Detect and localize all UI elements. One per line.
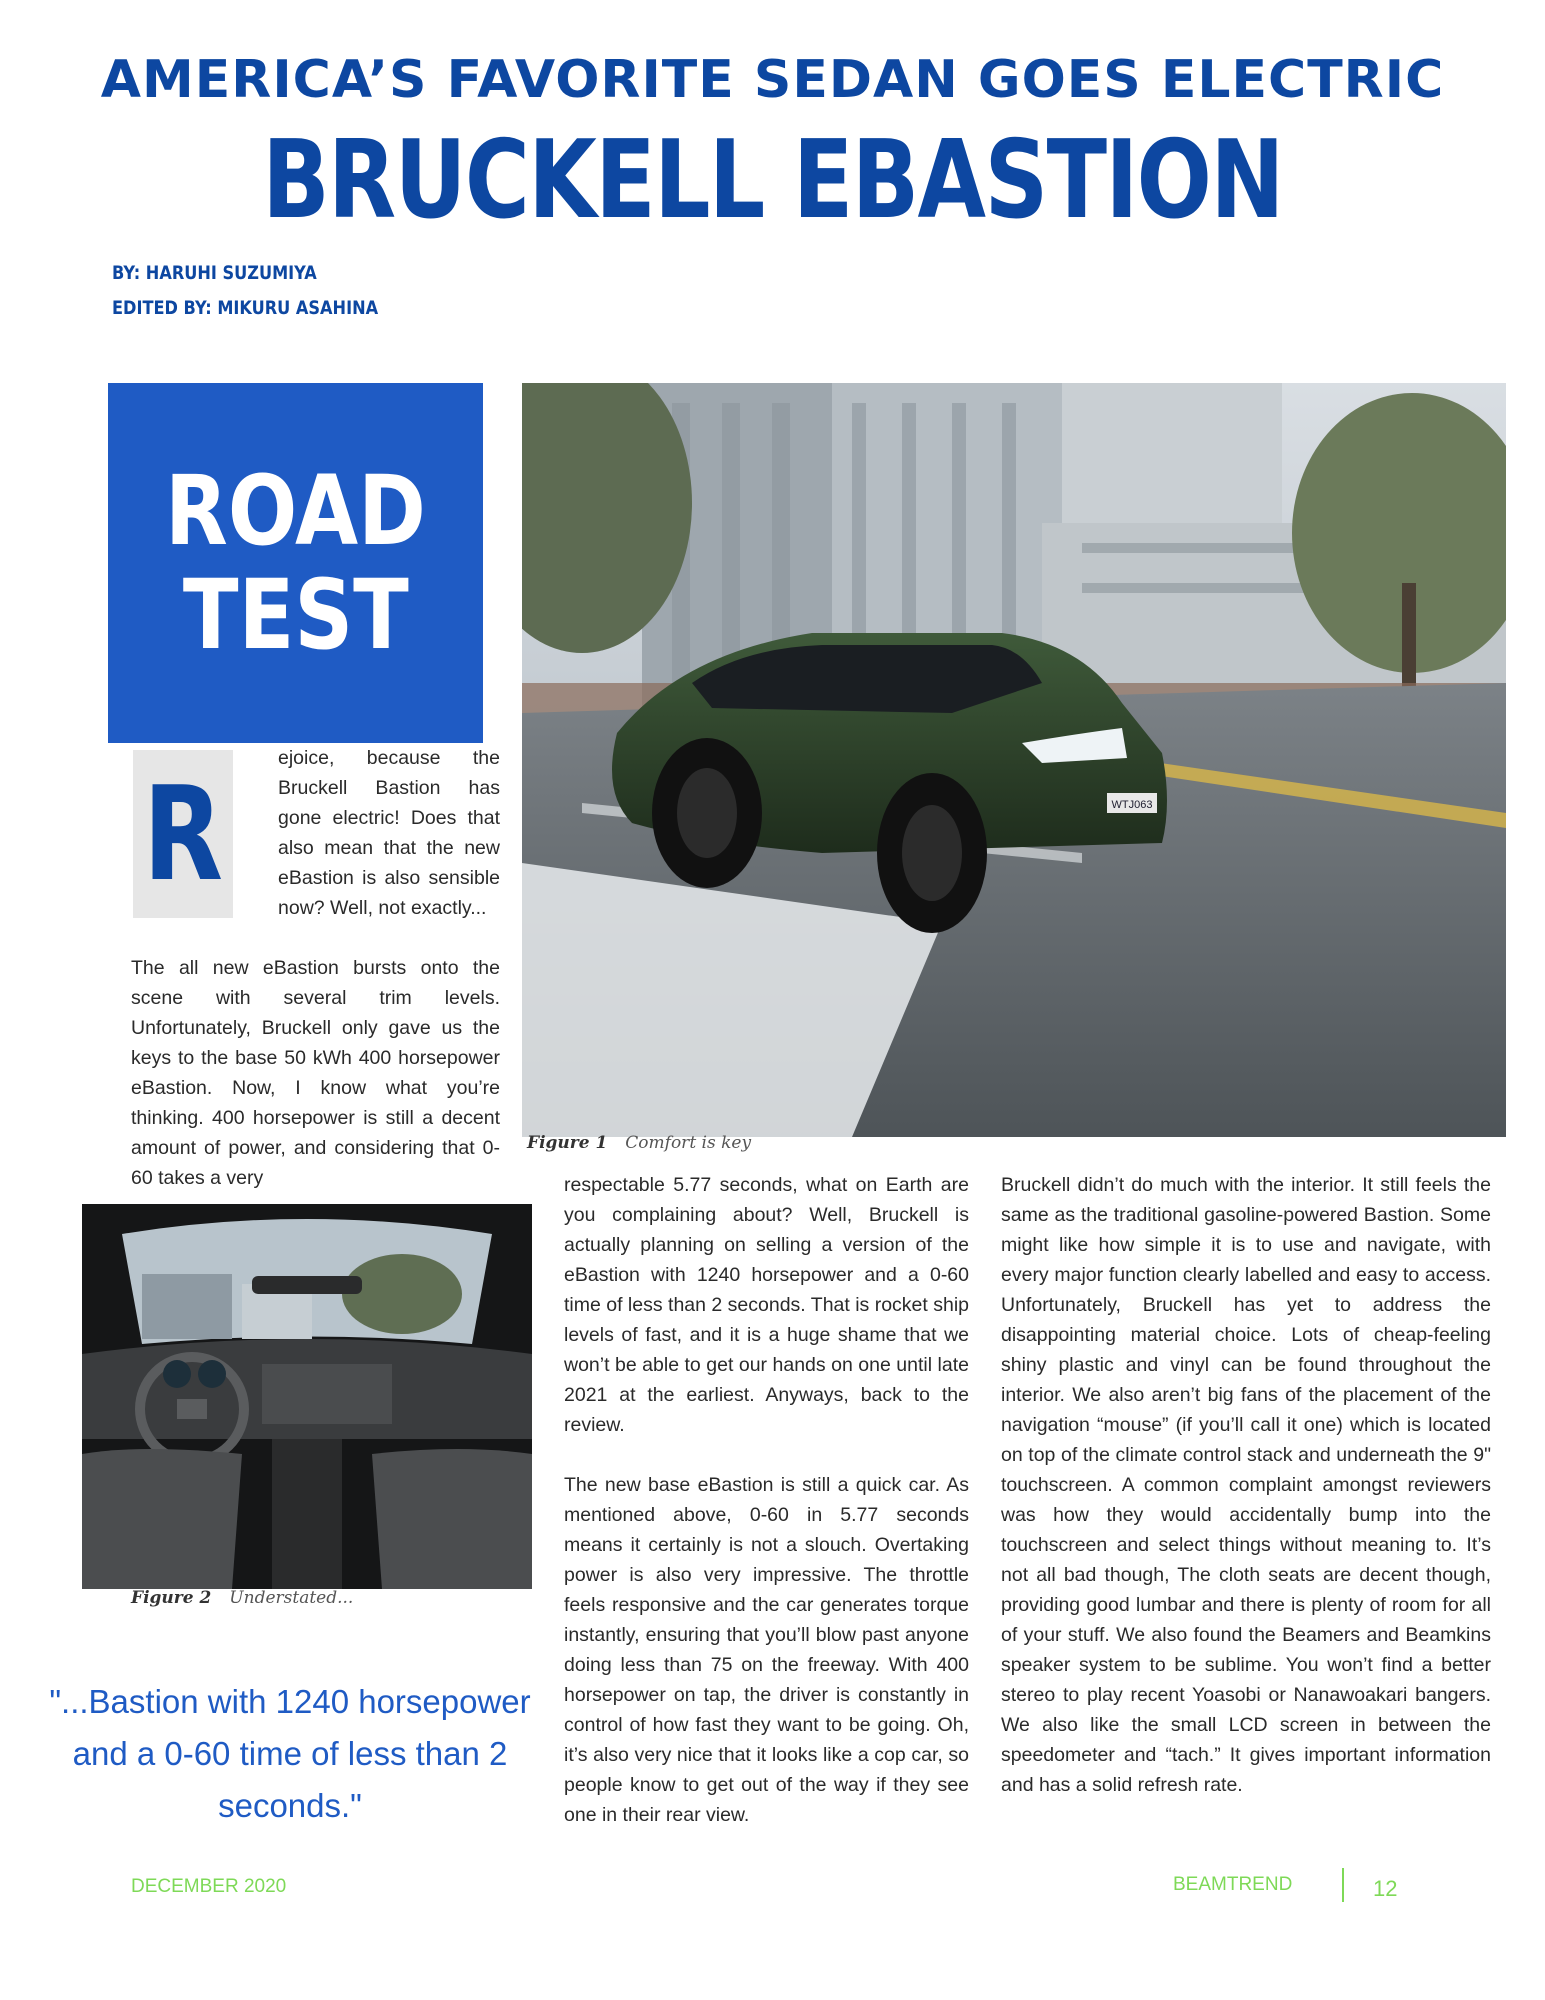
col3-paragraph: Bruckell didn’t do much with the interior. It still feels the same as the traditional gasoline-powered Bastion. Some might like how simple it is to use and navigate, with every major function clearly labelled and easy to access. Unfortunately, Bruckell has yet to address the disappointing material choice. Lots of cheap-feeling shiny plastic and vinyl can be found throughout the interior. We also aren’t big fans of the placement of the navigation “mouse” (if you’ll call it one) which is located on top of the climate control stack and underneath the 9" touchscreen. A common complaint amongst reviewers was how they would accidentally bump into the touchscreen and select things without meaning to. It’s not all bad though, The cloth seats are decent though, providing good lumbar and there is plenty of room for all of your stuff. We also found the Beamers and Beamkins speaker system to be sublime. You won’t find a better stereo to play recent Yoasobi or Nanawoakari bangers. We also like the small LCD screen in between the speedometer and “tach.” It gives important information and has a solid refresh rate. [1001,1174,1491,1796]
pull-quote: "...Bastion with 1240 horsepower and a 0-60 time of less than 2 seconds." [49,1683,531,1824]
road-test-line2: TEST [182,559,409,671]
article-column-2 [564,1170,969,1830]
main-headline: BRUCKELL EBASTION [262,118,1283,243]
col1-paragraph: The all new eBastion bursts onto the scene with several trim levels. Unfortunately, Bruckell only gave us the keys to the base 50 kWh 400 horsepower eBastion. Now, I know what you’re thinking. 400 horsepower is still a decent amount of power, and considering that 0-60 takes a very [131,957,500,1189]
footer-date: DECEMBER 2020 [131,1876,287,1897]
road-test-line1: ROAD [165,455,426,567]
figure2-label: Figure 2 [131,1588,212,1608]
figure1-caption-text: Comfort is key [625,1133,752,1153]
interior-illustration [82,1204,532,1589]
footer-publication: BEAMTREND [1173,1874,1293,1895]
figure1-label: Figure 1 [527,1133,608,1153]
figure2-caption-text: Understated... [229,1588,354,1608]
figure2-image [82,1204,532,1589]
col2-paragraph-2: The new base eBastion is still a quick car. As mentioned above, 0-60 in 5.77 seconds means it certainly is not a slouch. Overtaking power is also very impressive. The throttle feels responsive and the car generates torque instantly, ensuring that you’ll blow past anyone doing less than 75 on the freeway. With 400 horsepower on tap, the driver is constantly in control of how fast they want to be going. Oh, it’s also very nice that it looks like a cop car, so people know to get out of the way if they see one in their rear view. [564,1474,969,1826]
col2-paragraph-1: respectable 5.77 seconds, what on Earth are you complaining about? Well, Bruckell is actually planning on selling a version of the eBastion with 1240 horsepower and a 0-60 time of less than 2 seconds. That is rocket ship levels of fast, and it is a huge shame that we won’t be able to get our hands on one until late 2021 at the earliest. Anyways, back to the review. [564,1174,970,1436]
edited-by: EDITED BY: MIKURU ASAHINA [112,297,379,319]
road-test-label [108,383,483,743]
license-plate: WTJ063 [1111,799,1153,811]
drop-cap: R [143,758,224,910]
intro-paragraph: ejoice, because the Bruckell Bastion has gone electric! Does that also mean that the new eBastion is also sensible now? Well, not exactly... [278,747,500,919]
page-number: 12 [1373,1876,1398,1901]
figure1-image [522,383,1506,1137]
figure1-caption [527,1133,751,1153]
figure2-caption [131,1588,353,1608]
car-street-illustration [522,383,1506,1137]
footer-divider [1342,1868,1344,1902]
kicker-headline: AMERICA’S FAVORITE SEDAN GOES ELECTRIC [100,50,1445,110]
byline: BY: HARUHI SUZUMIYA [112,262,317,284]
